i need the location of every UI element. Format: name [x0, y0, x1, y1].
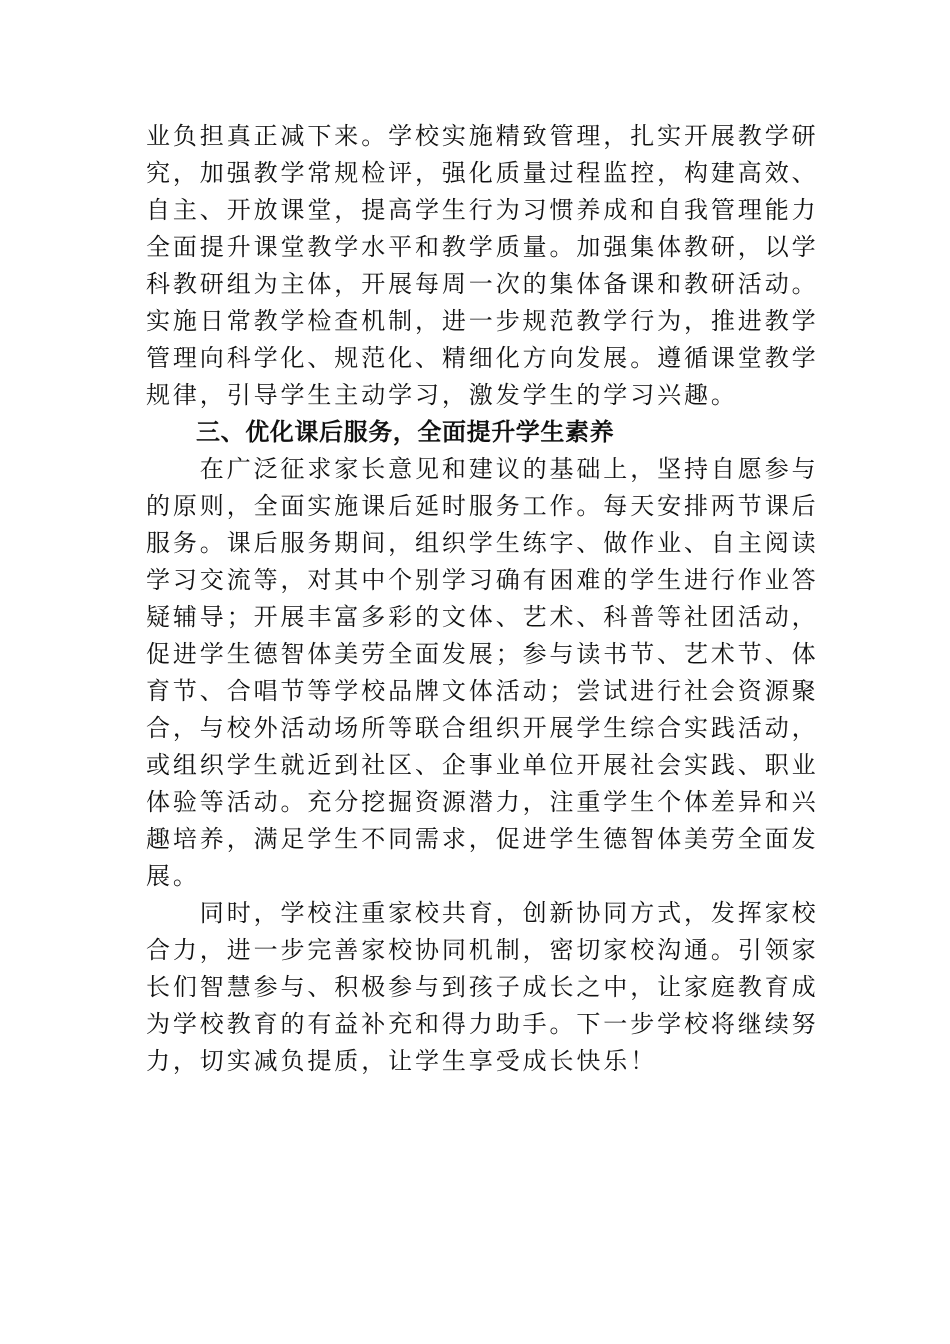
paragraph: [146, 895, 819, 1080]
text-line: 学习交流等，对其中个别学习确有困难的学生进行作业答: [146, 566, 819, 594]
paragraph: [146, 451, 819, 895]
text-line: 服务。课后服务期间，组织学生练字、做作业、自主阅读: [146, 529, 819, 557]
text-line: 全面提升课堂教学水平和教学质量。加强集体教研，以学: [146, 233, 819, 261]
text-line: 实施日常教学检查机制，进一步规范教学行为，推进教学: [146, 307, 819, 335]
text-line: 趣培养，满足学生不同需求，促进学生德智体美劳全面发: [146, 825, 819, 853]
document-page: [146, 118, 819, 1080]
text-line: 在广泛征求家长意见和建议的基础上，坚持自愿参与: [146, 455, 819, 483]
text-line: 促进学生德智体美劳全面发展；参与读书节、艺术节、体: [146, 640, 819, 668]
text-line: 展。: [146, 862, 200, 890]
text-line: 科教研组为主体，开展每周一次的集体备课和教研活动。: [146, 270, 819, 298]
text-line: 育节、合唱节等学校品牌文体活动；尝试进行社会资源聚: [146, 677, 819, 705]
text-line: 为学校教育的有益补充和得力助手。下一步学校将继续努: [146, 1010, 819, 1038]
text-line: 合力，进一步完善家校协同机制，密切家校沟通。引领家: [146, 936, 819, 964]
section-heading: 三、优化课后服务，全面提升学生素养: [196, 418, 615, 446]
text-line: 规律，引导学生主动学习，激发学生的学习兴趣。: [146, 381, 738, 409]
text-line: 体验等活动。充分挖掘资源潜力，注重学生个体差异和兴: [146, 788, 819, 816]
text-line: 长们智慧参与、积极参与到孩子成长之中，让家庭教育成: [146, 973, 819, 1001]
text-line: 同时，学校注重家校共育，创新协同方式，发挥家校: [146, 899, 819, 927]
text-line: 或组织学生就近到社区、企事业单位开展社会实践、职业: [146, 751, 819, 779]
text-line: 自主、开放课堂，提高学生行为习惯养成和自我管理能力: [146, 196, 819, 224]
text-line: 合，与校外活动场所等联合组织开展学生综合实践活动，: [146, 714, 819, 742]
text-line: 究，加强教学常规检评，强化质量过程监控，构建高效、: [146, 159, 819, 187]
paragraph: [146, 118, 819, 414]
text-line: 管理向科学化、规范化、精细化方向发展。遵循课堂教学: [146, 344, 819, 372]
text-line: 业负担真正减下来。学校实施精致管理，扎实开展教学研: [146, 122, 819, 150]
text-line: 的原则，全面实施课后延时服务工作。每天安排两节课后: [146, 492, 819, 520]
text-line: 疑辅导；开展丰富多彩的文体、艺术、科普等社团活动，: [146, 603, 819, 631]
text-line: 力，切实减负提质，让学生享受成长快乐！: [146, 1047, 658, 1075]
